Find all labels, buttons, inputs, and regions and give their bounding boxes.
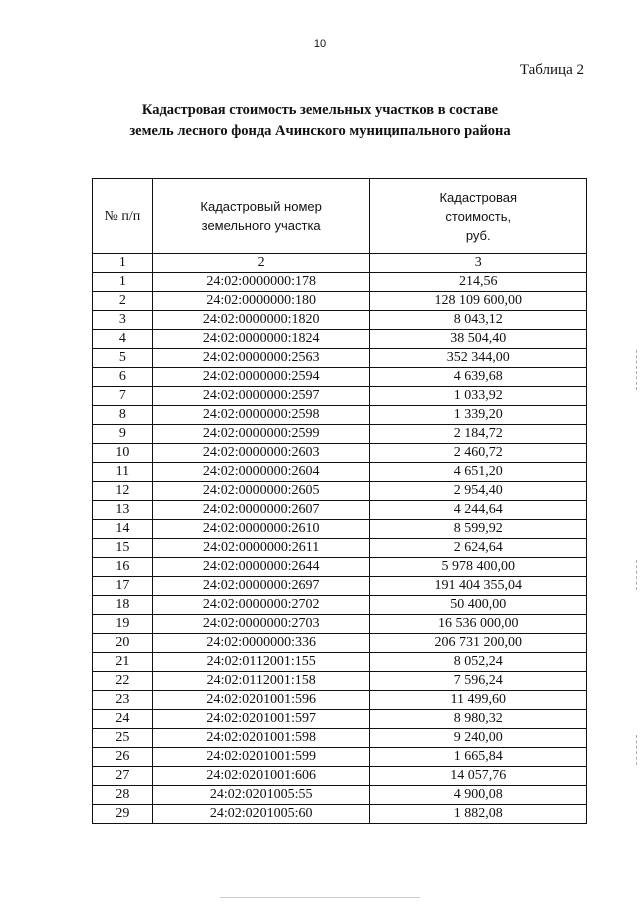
row-number-cell: 20	[93, 634, 153, 653]
cadastral-number-cell: 24:02:0201001:599	[152, 748, 370, 767]
row-number-cell: 29	[93, 805, 153, 824]
cadastral-value-cell: 2 954,40	[370, 482, 587, 501]
cadastral-number-cell: 24:02:0000000:178	[152, 273, 370, 292]
cadastral-number-cell: 24:02:0000000:2604	[152, 463, 370, 482]
cadastral-value-cell: 5 978 400,00	[370, 558, 587, 577]
row-number-cell: 2	[93, 292, 153, 311]
cadastral-value-cell: 1 665,84	[370, 748, 587, 767]
header-cadastral-number	[152, 179, 370, 254]
cadastral-value-cell: 50 400,00	[370, 596, 587, 615]
row-number-cell: 19	[93, 615, 153, 634]
row-number-cell: 4	[93, 330, 153, 349]
table-row	[93, 653, 587, 672]
row-number-cell: 6	[93, 368, 153, 387]
header-cadastral-number-line-1: Кадастровый номер	[200, 199, 322, 214]
cadastral-value-cell: 9 240,00	[370, 729, 587, 748]
cadastral-value-cell: 214,56	[370, 273, 587, 292]
row-number-cell: 27	[93, 767, 153, 786]
header-number: № п/п	[93, 179, 153, 254]
cadastral-number-cell: 24:02:0000000:2610	[152, 520, 370, 539]
column-number-row	[93, 254, 587, 273]
table-row	[93, 444, 587, 463]
table-row	[93, 615, 587, 634]
row-number-cell: 11	[93, 463, 153, 482]
cadastral-number-cell: 24:02:0000000:2611	[152, 539, 370, 558]
row-number-cell: 8	[93, 406, 153, 425]
cadastral-value-cell: 1 882,08	[370, 805, 587, 824]
row-number-cell: 25	[93, 729, 153, 748]
scan-margin-mark	[636, 350, 638, 390]
row-number-cell: 12	[93, 482, 153, 501]
row-number-cell: 17	[93, 577, 153, 596]
cadastral-value-cell: 8 043,12	[370, 311, 587, 330]
table-row	[93, 558, 587, 577]
row-number-cell: 18	[93, 596, 153, 615]
cadastral-number-cell: 24:02:0000000:2702	[152, 596, 370, 615]
scan-margin-mark	[636, 560, 638, 590]
table-row	[93, 482, 587, 501]
header-cadastral-value	[370, 179, 587, 254]
title-line-1: Кадастровая стоимость земельных участков в составе	[141, 102, 499, 118]
row-number-cell: 28	[93, 786, 153, 805]
row-number-cell: 10	[93, 444, 153, 463]
cadastral-value-cell: 1 339,20	[370, 406, 587, 425]
cadastral-number-cell: 24:02:0201005:60	[152, 805, 370, 824]
column-number: 2	[152, 254, 370, 273]
table-row	[93, 330, 587, 349]
cadastral-value-cell: 16 536 000,00	[370, 615, 587, 634]
cadastral-value-cell: 8 599,92	[370, 520, 587, 539]
row-number-cell: 1	[93, 273, 153, 292]
row-number-cell: 24	[93, 710, 153, 729]
cadastral-value-cell: 2 184,72	[370, 425, 587, 444]
cadastral-value-cell: 2 624,64	[370, 539, 587, 558]
row-number-cell: 5	[93, 349, 153, 368]
table-row	[93, 387, 587, 406]
cadastral-number-cell: 24:02:0000000:1824	[152, 330, 370, 349]
cadastral-number-cell: 24:02:0000000:2594	[152, 368, 370, 387]
cadastral-value-cell: 14 057,76	[370, 767, 587, 786]
document-title	[0, 100, 640, 142]
row-number-cell: 3	[93, 311, 153, 330]
row-number-cell: 22	[93, 672, 153, 691]
table-row	[93, 349, 587, 368]
table-row	[93, 406, 587, 425]
row-number-cell: 21	[93, 653, 153, 672]
column-number: 1	[93, 254, 153, 273]
cadastral-value-cell: 4 651,20	[370, 463, 587, 482]
row-number-cell: 13	[93, 501, 153, 520]
cadastral-number-cell: 24:02:0000000:2697	[152, 577, 370, 596]
row-number-cell: 14	[93, 520, 153, 539]
cadastral-number-cell: 24:02:0201001:606	[152, 767, 370, 786]
scan-margin-mark	[636, 735, 638, 765]
table-row	[93, 729, 587, 748]
cadastral-value-cell: 4 900,08	[370, 786, 587, 805]
cadastral-value-cell: 2 460,72	[370, 444, 587, 463]
column-number: 3	[370, 254, 587, 273]
table-row	[93, 311, 587, 330]
table-row	[93, 520, 587, 539]
page-number: 10	[313, 38, 327, 50]
table-body	[93, 273, 587, 824]
cadastral-value-cell: 191 404 355,04	[370, 577, 587, 596]
table-row	[93, 672, 587, 691]
cadastral-value-table	[92, 178, 587, 824]
cadastral-value-cell: 1 033,92	[370, 387, 587, 406]
table-row	[93, 710, 587, 729]
table-row	[93, 634, 587, 653]
cadastral-number-cell: 24:02:0112001:155	[152, 653, 370, 672]
cadastral-value-cell: 38 504,40	[370, 330, 587, 349]
table-row	[93, 786, 587, 805]
table-row	[93, 273, 587, 292]
cadastral-number-cell: 24:02:0201001:598	[152, 729, 370, 748]
cadastral-number-cell: 24:02:0000000:2598	[152, 406, 370, 425]
table-row	[93, 425, 587, 444]
cadastral-number-cell: 24:02:0000000:2607	[152, 501, 370, 520]
table-row	[93, 748, 587, 767]
cadastral-value-cell: 128 109 600,00	[370, 292, 587, 311]
cadastral-value-cell: 8 052,24	[370, 653, 587, 672]
cadastral-number-cell: 24:02:0000000:336	[152, 634, 370, 653]
table-row	[93, 539, 587, 558]
cadastral-number-cell: 24:02:0201001:597	[152, 710, 370, 729]
header-row	[93, 179, 587, 254]
cadastral-number-cell: 24:02:0000000:180	[152, 292, 370, 311]
cadastral-number-cell: 24:02:0000000:2605	[152, 482, 370, 501]
cadastral-value-cell: 206 731 200,00	[370, 634, 587, 653]
table-row	[93, 368, 587, 387]
cadastral-value-cell: 8 980,32	[370, 710, 587, 729]
cadastral-number-cell: 24:02:0000000:2563	[152, 349, 370, 368]
cadastral-value-cell: 4 639,68	[370, 368, 587, 387]
cadastral-value-cell: 7 596,24	[370, 672, 587, 691]
row-number-cell: 26	[93, 748, 153, 767]
row-number-cell: 15	[93, 539, 153, 558]
cadastral-number-cell: 24:02:0000000:1820	[152, 311, 370, 330]
row-number-cell: 7	[93, 387, 153, 406]
table-row	[93, 691, 587, 710]
cadastral-number-cell: 24:02:0000000:2603	[152, 444, 370, 463]
header-cadastral-value-line-2: стоимость,	[445, 208, 512, 224]
table-row	[93, 596, 587, 615]
table-row	[93, 292, 587, 311]
cadastral-number-cell: 24:02:0201001:596	[152, 691, 370, 710]
cadastral-number-cell: 24:02:0000000:2703	[152, 615, 370, 634]
cadastral-number-cell: 24:02:0000000:2597	[152, 387, 370, 406]
cadastral-value-cell: 11 499,60	[370, 691, 587, 710]
table-row	[93, 805, 587, 824]
row-number-cell: 23	[93, 691, 153, 710]
header-cadastral-number-line-2: земельного участка	[201, 218, 321, 233]
table-row	[93, 577, 587, 596]
row-number-cell: 16	[93, 558, 153, 577]
cadastral-value-cell: 352 344,00	[370, 349, 587, 368]
title-line-2: земель лесного фонда Ачинского муниципального района	[129, 123, 511, 139]
cadastral-number-cell: 24:02:0000000:2599	[152, 425, 370, 444]
row-number-cell: 9	[93, 425, 153, 444]
cadastral-number-cell: 24:02:0201005:55	[152, 786, 370, 805]
cadastral-number-cell: 24:02:0000000:2644	[152, 558, 370, 577]
header-cadastral-value-line-1: Кадастровая	[439, 189, 518, 205]
table-row	[93, 501, 587, 520]
scan-bottom-mark	[220, 897, 420, 899]
table-label: Таблица 2	[519, 62, 584, 78]
table-row	[93, 767, 587, 786]
cadastral-value-cell: 4 244,64	[370, 501, 587, 520]
header-cadastral-value-line-3: руб.	[465, 227, 491, 243]
table-row	[93, 463, 587, 482]
cadastral-number-cell: 24:02:0112001:158	[152, 672, 370, 691]
